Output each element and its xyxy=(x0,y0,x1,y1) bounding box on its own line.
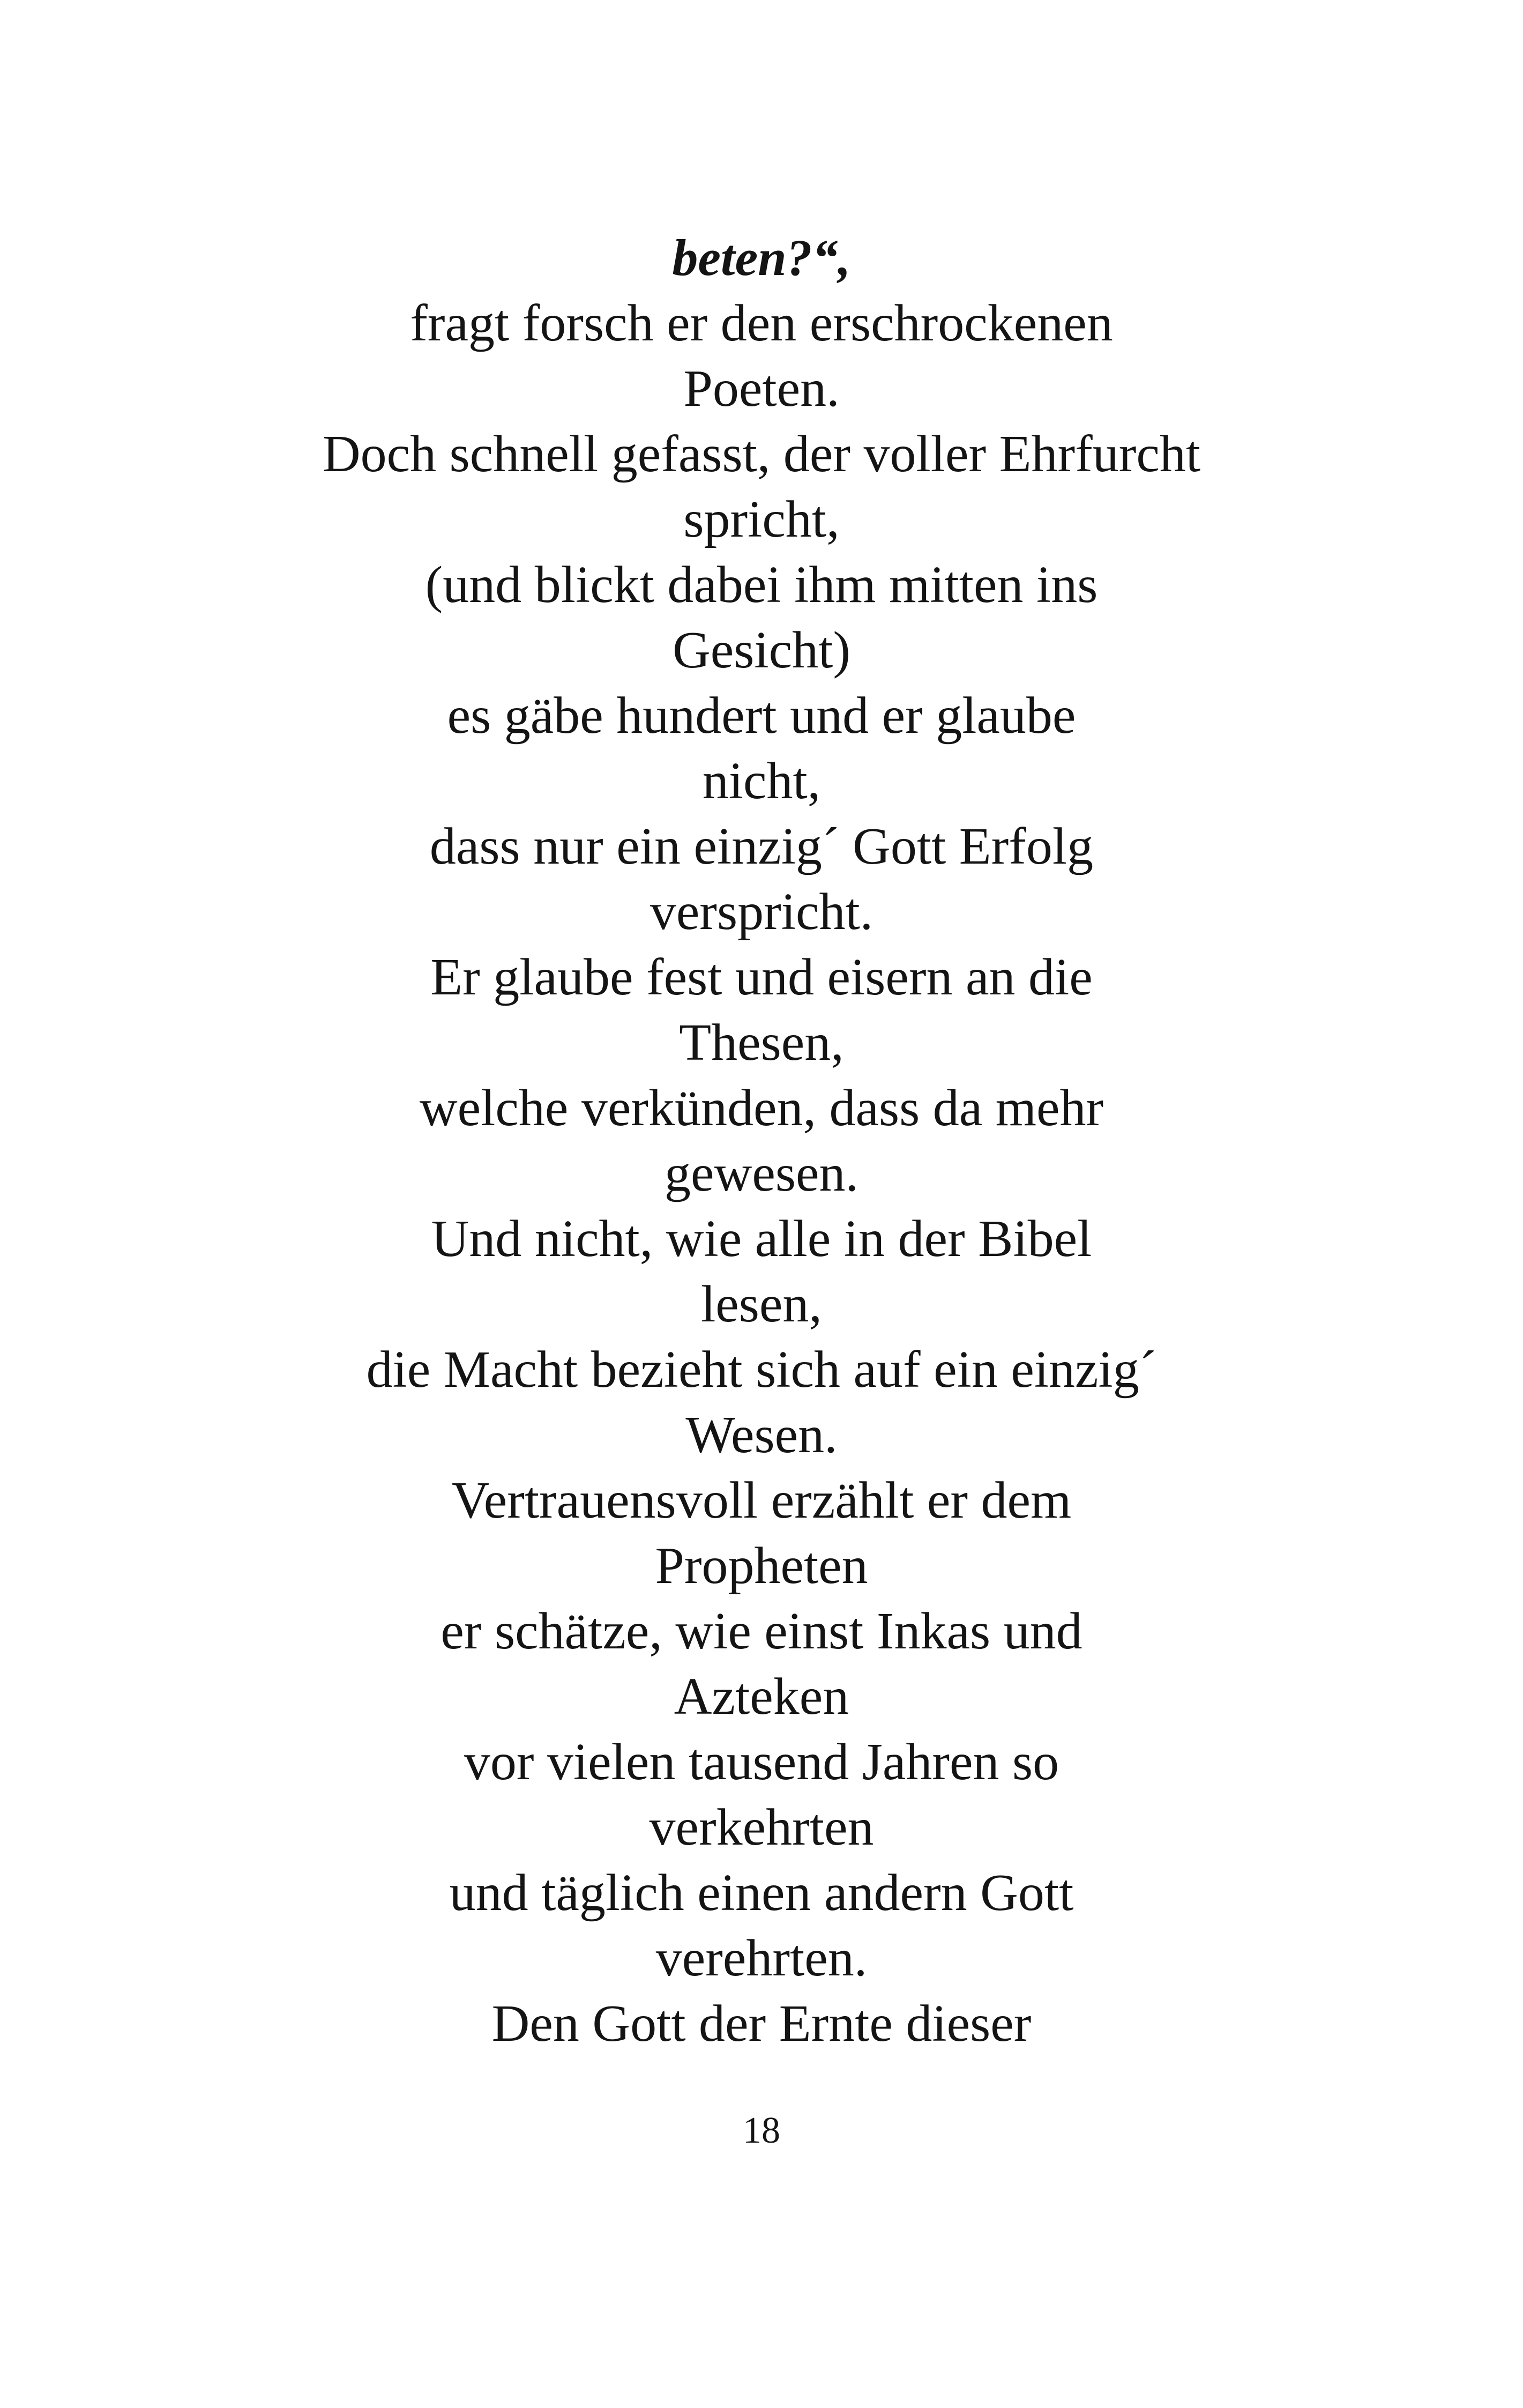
poem-line: Poeten. xyxy=(683,360,840,418)
poem-line: (und blickt dabei ihm mitten ins xyxy=(425,556,1098,614)
poem-line: Er glaube fest und eisern an die xyxy=(430,948,1093,1006)
poem-line: dass nur ein einzig´ Gott Erfolg xyxy=(429,817,1094,875)
poem-line: gewesen. xyxy=(665,1144,858,1202)
poem-line: er schätze, wie einst Inkas und xyxy=(441,1602,1082,1660)
poem-line: Gesicht) xyxy=(673,621,850,679)
poem-line: nicht, xyxy=(702,752,821,810)
poem-line: Vertrauensvoll erzählt er dem xyxy=(451,1471,1072,1529)
poem-line: spricht, xyxy=(683,490,840,548)
poem-line: verkehrten xyxy=(649,1798,874,1856)
poem-line: die Macht bezieht sich auf ein einzig´ xyxy=(366,1341,1157,1399)
poem-line: verehrten. xyxy=(655,1929,868,1987)
poem-line: lesen, xyxy=(701,1275,822,1333)
poem-line: Thesen, xyxy=(679,1014,844,1072)
poem-line: und täglich einen andern Gott xyxy=(449,1864,1074,1922)
poem-text xyxy=(0,225,1523,2056)
poem-line: Doch schnell gefasst, der voller Ehrfurcht xyxy=(322,425,1201,483)
poem-line: fragt forsch er den erschrockenen xyxy=(410,294,1113,352)
poem-line-heading: beten?“, xyxy=(672,229,851,286)
poem-line: es gäbe hundert und er glaube xyxy=(447,687,1076,745)
poem-line: Den Gott der Ernte dieser xyxy=(491,1995,1032,2053)
poem-line: Propheten xyxy=(655,1537,868,1595)
poem-line: vor vielen tausend Jahren so xyxy=(464,1733,1059,1791)
page-number: 18 xyxy=(743,2110,780,2151)
poem-line: Wesen. xyxy=(685,1406,838,1464)
poem-line: Und nicht, wie alle in der Bibel xyxy=(431,1210,1092,1268)
poem-line: welche verkünden, dass da mehr xyxy=(419,1079,1104,1137)
poem-line: Azteken xyxy=(674,1668,849,1726)
poem-line: verspricht. xyxy=(649,883,874,941)
